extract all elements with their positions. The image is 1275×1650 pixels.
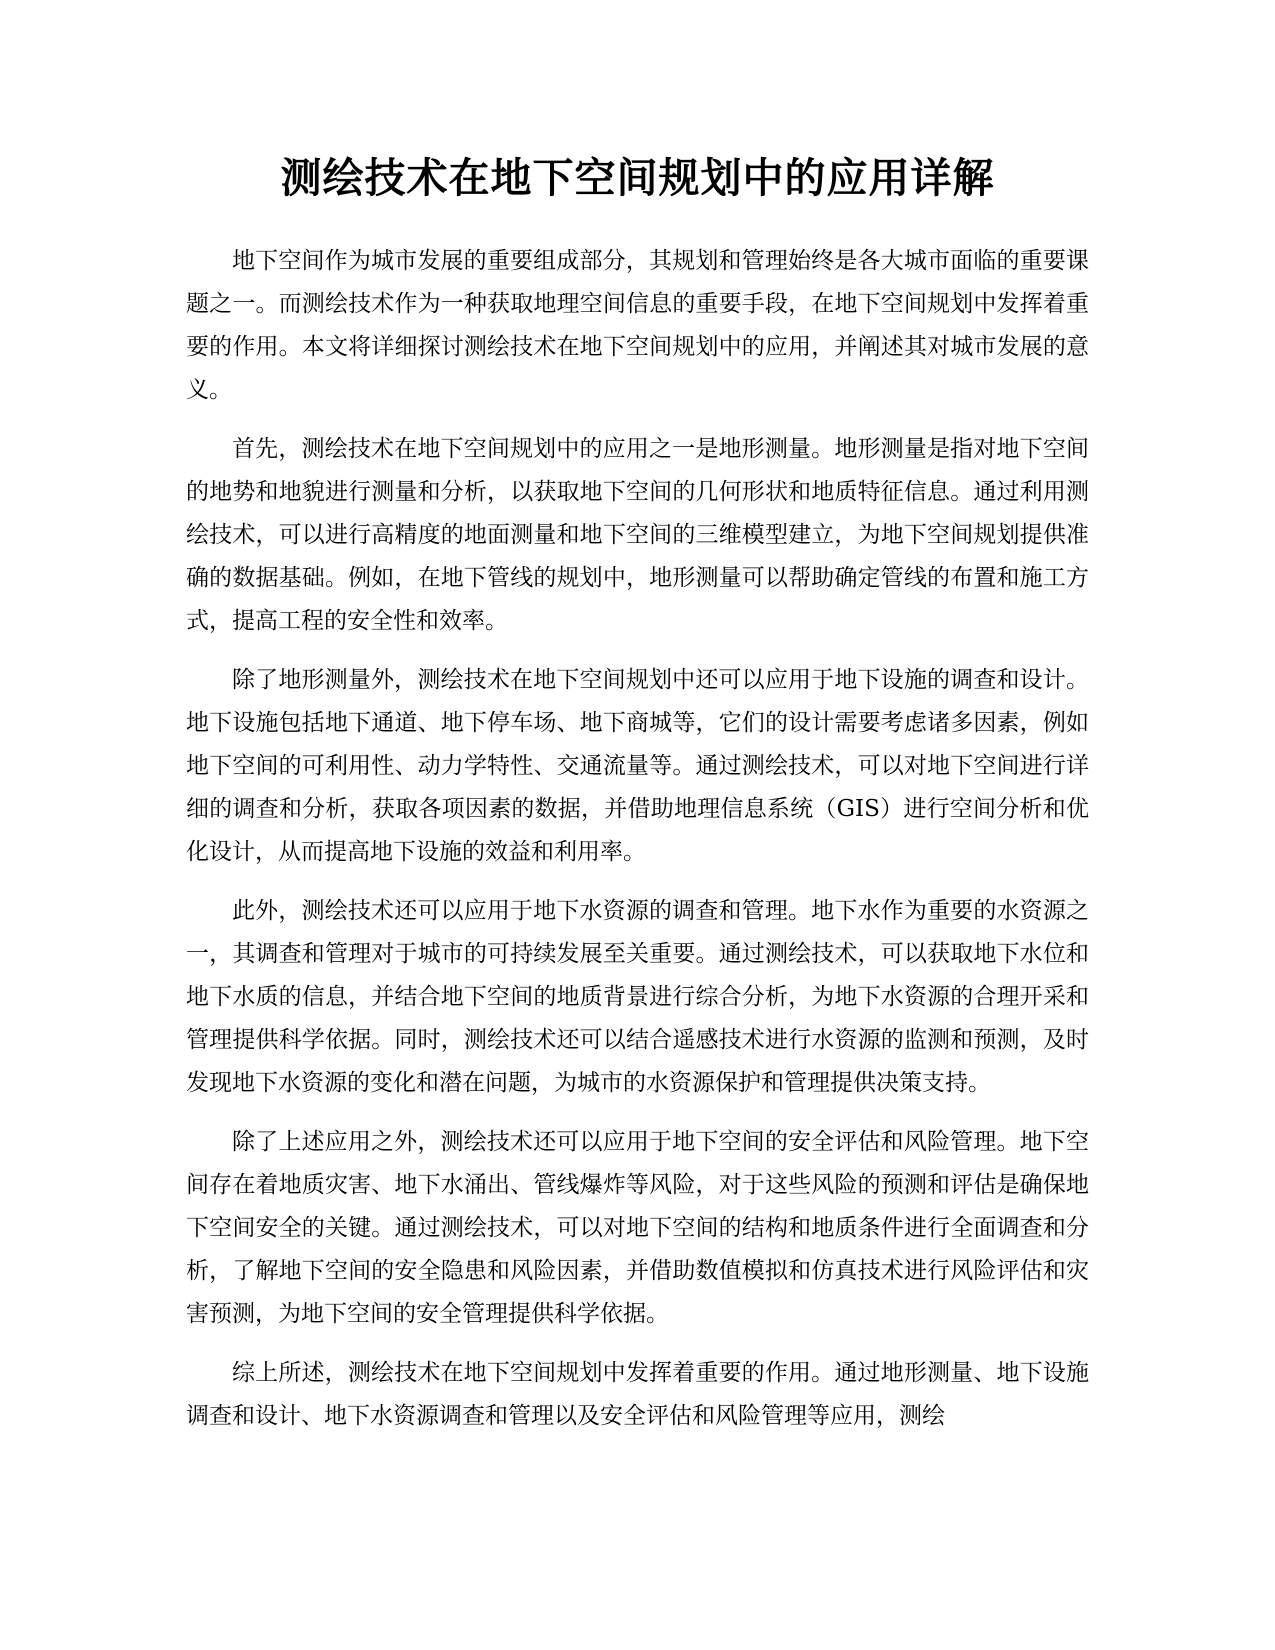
document-page [186,150,1089,1454]
paragraph-summary: 综上所述，测绘技术在地下空间规划中发挥着重要的作用。通过地形测量、地下设施调查和设计、地下水资源调查和管理以及安全评估和风险管理等应用，测绘 [186,1360,1089,1429]
paragraph-intro: 地下空间作为城市发展的重要组成部分，其规划和管理始终是各大城市面临的重要课题之一。而测绘技术作为一种获取地理空间信息的重要手段，在地下空间规划中发挥着重要的作用。本文将详细探讨测绘技术在地下空间规划中的应用，并阐述其对城市发展的意义。 [186,248,1089,403]
paragraph-groundwater: 此外，测绘技术还可以应用于地下水资源的调查和管理。地下水作为重要的水资源之一，其调查和管理对于城市的可持续发展至关重要。通过测绘技术，可以获取地下水位和地下水质的信息，并结合地下空间的地质背景进行综合分析，为地下水资源的合理开采和管理提供科学依据。同时，测绘技术还可以结合遥感技术进行水资源的监测和预测，及时发现地下水资源的变化和潜在问题，为城市的水资源保护和管理提供决策支持。 [186,898,1089,1096]
document-title: 测绘技术在地下空间规划中的应用详解 [280,154,995,202]
paragraph-terrain-survey: 首先，测绘技术在地下空间规划中的应用之一是地形测量。地形测量是指对地下空间的地势和地貌进行测量和分析，以获取地下空间的几何形状和地质特征信息。通过利用测绘技术，可以进行高精度的地面测量和地下空间的三维模型建立，为地下空间规划提供准确的数据基础。例如，在地下管线的规划中，地形测量可以帮助确定管线的布置和施工方式，提高工程的安全性和效率。 [186,436,1089,634]
paragraph-safety-risk: 除了上述应用之外，测绘技术还可以应用于地下空间的安全评估和风险管理。地下空间存在着地质灾害、地下水涌出、管线爆炸等风险，对于这些风险的预测和评估是确保地下空间安全的关键。通过测绘技术，可以对地下空间的结构和地质条件进行全面调查和分析，了解地下空间的安全隐患和风险因素，并借助数值模拟和仿真技术进行风险评估和灾害预测，为地下空间的安全管理提供科学依据。 [186,1129,1089,1327]
paragraph-facility-design: 除了地形测量外，测绘技术在地下空间规划中还可以应用于地下设施的调查和设计。地下设施包括地下通道、地下停车场、地下商城等，它们的设计需要考虑诸多因素，例如地下空间的可利用性、动力学特性、交通流量等。通过测绘技术，可以对地下空间进行详细的调查和分析，获取各项因素的数据，并借助地理信息系统（GIS）进行空间分析和优化设计，从而提高地下设施的效益和利用率。 [186,667,1089,865]
